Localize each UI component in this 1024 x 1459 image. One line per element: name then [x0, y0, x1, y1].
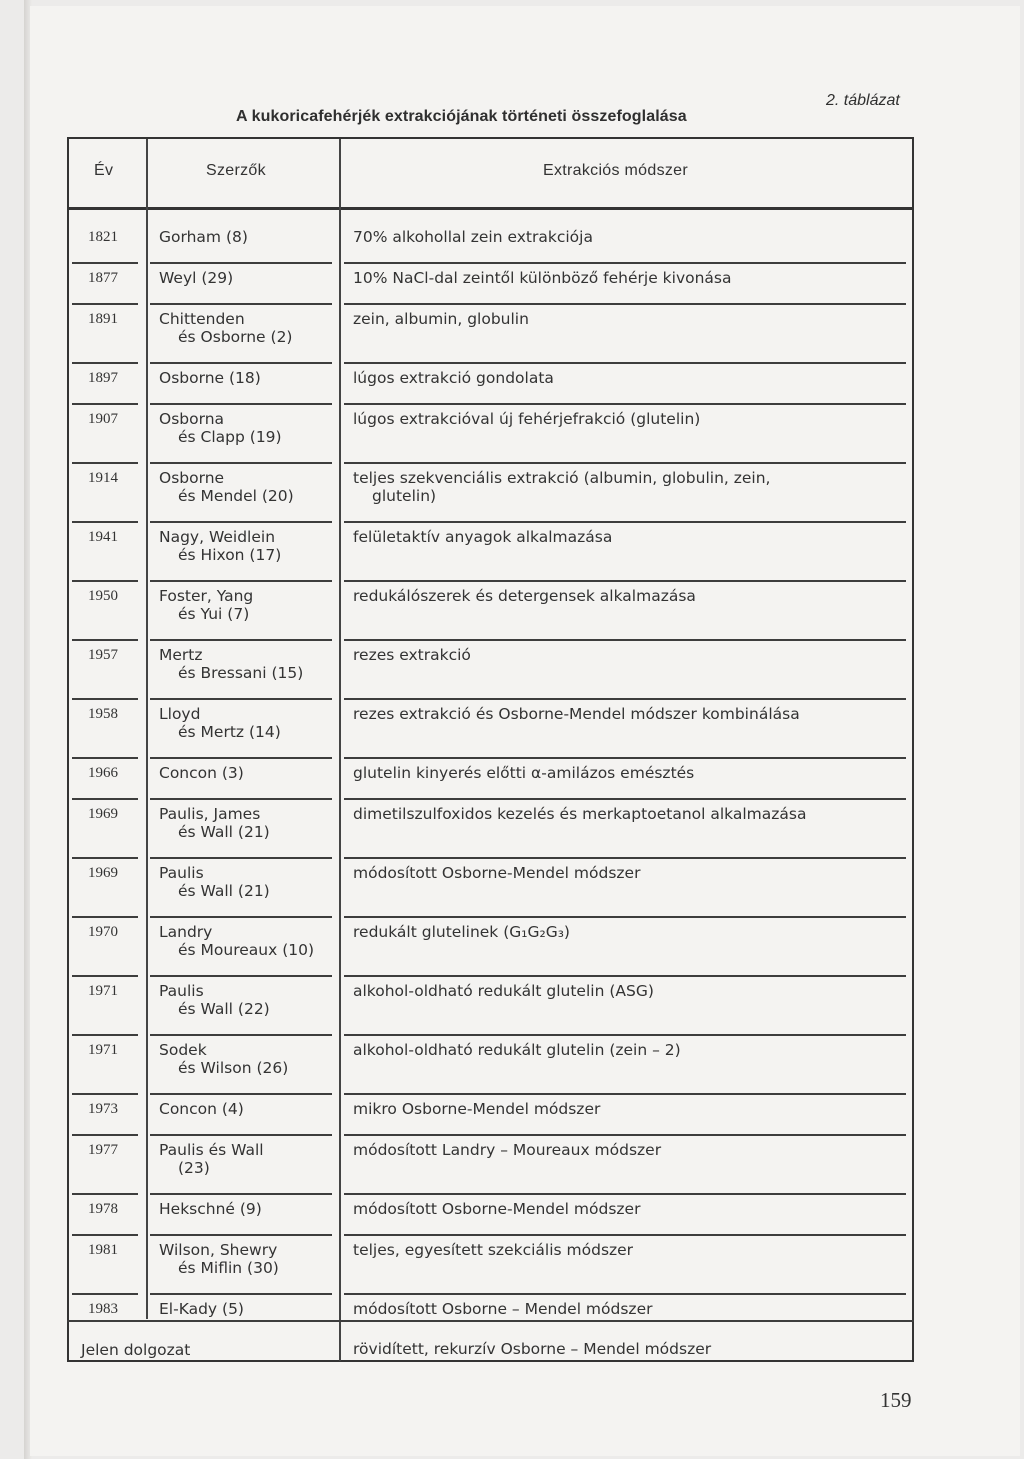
row-divider-method	[344, 757, 906, 759]
method-line: teljes, egyesített szekciális módszer	[353, 1241, 634, 1259]
row-divider-year	[72, 521, 138, 523]
method-line: alkohol-oldható redukált glutelin (ASG)	[353, 982, 654, 1000]
row-divider-method	[344, 1134, 906, 1136]
author-line: Osborne	[159, 469, 225, 487]
row-authors	[159, 1142, 264, 1177]
author-line: Weyl (29)	[159, 269, 234, 287]
author-line: (23)	[178, 1158, 210, 1177]
row-method	[353, 765, 873, 783]
author-line: és Wall (21)	[178, 881, 270, 900]
author-line: Chittenden	[159, 310, 245, 328]
row-authors	[159, 983, 270, 1018]
row-divider-method	[344, 1234, 906, 1236]
author-line: Paulis, James	[159, 805, 261, 823]
row-divider-year	[72, 303, 138, 305]
row-divider-year	[72, 698, 138, 700]
row-divider-authors	[150, 462, 332, 464]
row-method	[353, 411, 873, 429]
author-line: Osborna	[159, 410, 225, 428]
author-line: Wilson, Shewry	[159, 1241, 278, 1259]
method-line: zein, albumin, globulin	[353, 310, 529, 328]
method-line: módosított Osborne-Mendel módszer	[353, 1200, 641, 1218]
row-divider-authors	[150, 303, 332, 305]
row-divider-year	[72, 580, 138, 582]
author-line: Concon (4)	[159, 1100, 244, 1118]
row-divider-authors	[150, 798, 332, 800]
row-divider-method	[344, 1093, 906, 1095]
author-line: Paulis	[159, 864, 204, 882]
method-line: alkohol-oldható redukált glutelin (zein – 2)	[353, 1041, 681, 1059]
row-divider-year	[72, 1234, 138, 1236]
author-line: és Osborne (2)	[178, 327, 293, 346]
row-divider-method	[344, 362, 906, 364]
row-year: 1970	[88, 924, 118, 940]
author-line: Mertz	[159, 646, 203, 664]
row-method	[353, 370, 873, 388]
row-divider-method	[344, 1193, 906, 1195]
row-method	[353, 1042, 873, 1060]
row-divider-method	[344, 262, 906, 264]
method-line: redukált glutelinek (G₁G₂G₃)	[353, 923, 570, 941]
author-line: és Hixon (17)	[178, 545, 282, 564]
row-method	[353, 1301, 873, 1319]
row-authors	[159, 1242, 279, 1277]
row-authors	[159, 647, 303, 682]
row-divider-authors	[150, 1093, 332, 1095]
author-line: Hekschné (9)	[159, 1200, 262, 1218]
author-line: El-Kady (5)	[159, 1300, 244, 1318]
row-divider-method	[344, 798, 906, 800]
row-divider-method	[344, 857, 906, 859]
method-line: 10% NaCl-dal zeintől különböző fehérje kivonása	[353, 269, 732, 287]
row-method	[353, 588, 873, 606]
author-line: és Yui (7)	[178, 604, 250, 623]
method-line: glutelin kinyerés előtti α-amilázos emésztés	[353, 764, 695, 782]
row-method	[353, 983, 873, 1001]
row-divider-method	[344, 1034, 906, 1036]
last-row-method: rövidített, rekurzív Osborne – Mendel módszer	[353, 1340, 712, 1358]
method-line: módosított Landry – Moureaux módszer	[353, 1141, 662, 1159]
row-divider-method	[344, 975, 906, 977]
row-authors	[159, 806, 270, 841]
row-method	[353, 1242, 873, 1260]
author-line: Nagy, Weidlein	[159, 528, 276, 546]
author-line: és Miflin (30)	[178, 1258, 279, 1277]
row-divider-year	[72, 798, 138, 800]
row-year: 1966	[88, 765, 118, 781]
row-divider-method	[344, 403, 906, 405]
row-year: 1891	[88, 311, 118, 327]
row-method	[353, 1142, 873, 1160]
row-divider-year	[72, 916, 138, 918]
author-line: Landry	[159, 923, 213, 941]
last-row-divider	[67, 1320, 914, 1322]
method-line: dimetilszulfoxidos kezelés és merkaptoetanol alkalmazása	[353, 805, 807, 823]
row-year: 1957	[88, 647, 118, 663]
author-line: és Wall (21)	[178, 822, 270, 841]
row-year: 1941	[88, 529, 118, 545]
row-divider-method	[344, 462, 906, 464]
row-divider-authors	[150, 362, 332, 364]
row-method	[353, 924, 873, 942]
row-year: 1897	[88, 370, 118, 386]
row-authors	[159, 1101, 244, 1119]
table-label: 2. táblázat	[826, 92, 900, 109]
page-number: 159	[880, 1388, 912, 1412]
row-authors	[159, 529, 281, 564]
column-divider-year	[146, 139, 148, 1319]
row-divider-authors	[150, 1293, 332, 1295]
author-line: Lloyd	[159, 705, 201, 723]
row-divider-method	[344, 580, 906, 582]
row-authors	[159, 765, 244, 783]
row-divider-authors	[150, 757, 332, 759]
row-divider-method	[344, 698, 906, 700]
row-divider-year	[72, 462, 138, 464]
method-line: felületaktív anyagok alkalmazása	[353, 528, 613, 546]
author-line: Paulis és Wall	[159, 1141, 264, 1159]
row-method	[353, 470, 873, 505]
row-divider-year	[72, 362, 138, 364]
column-header-year: Év	[94, 162, 114, 179]
row-divider-year	[72, 757, 138, 759]
row-authors	[159, 1301, 244, 1319]
column-header-method: Extrakciós módszer	[543, 162, 688, 179]
row-divider-method	[344, 303, 906, 305]
row-year: 1983	[88, 1301, 118, 1317]
author-line: Concon (3)	[159, 764, 244, 782]
row-authors	[159, 588, 253, 623]
row-authors	[159, 1042, 288, 1077]
row-divider-authors	[150, 521, 332, 523]
method-line: redukálószerek és detergensek alkalmazása	[353, 587, 696, 605]
row-method	[353, 1201, 873, 1219]
row-divider-year	[72, 1293, 138, 1295]
author-line: és Mertz (14)	[178, 722, 281, 741]
row-divider-authors	[150, 916, 332, 918]
row-year: 1977	[88, 1142, 118, 1158]
column-divider-authors	[339, 139, 341, 1361]
row-divider-year	[72, 403, 138, 405]
author-line: és Wilson (26)	[178, 1058, 289, 1077]
row-divider-authors	[150, 639, 332, 641]
row-divider-authors	[150, 262, 332, 264]
row-method	[353, 647, 873, 665]
method-line: rezes extrakció	[353, 646, 471, 664]
row-authors	[159, 706, 281, 741]
row-divider-year	[72, 639, 138, 641]
row-divider-authors	[150, 1234, 332, 1236]
row-authors	[159, 270, 233, 288]
row-divider-authors	[150, 857, 332, 859]
row-year: 1981	[88, 1242, 118, 1258]
row-method	[353, 270, 873, 288]
row-year: 1971	[88, 1042, 118, 1058]
row-authors	[159, 865, 270, 900]
row-divider-method	[344, 1293, 906, 1295]
header-divider	[67, 207, 914, 210]
row-divider-method	[344, 916, 906, 918]
row-authors	[159, 470, 294, 505]
row-year: 1969	[88, 806, 118, 822]
author-line: Foster, Yang	[159, 587, 254, 605]
row-year: 1821	[88, 229, 118, 245]
row-divider-authors	[150, 580, 332, 582]
column-header-authors: Szerzők	[206, 162, 266, 179]
method-line: 70% alkohollal zein extrakciója	[353, 228, 593, 246]
row-method	[353, 865, 873, 883]
row-divider-year	[72, 1093, 138, 1095]
row-divider-authors	[150, 403, 332, 405]
method-line: lúgos extrakcióval új fehérjefrakció (glutelin)	[353, 410, 701, 428]
row-divider-year	[72, 1193, 138, 1195]
table-title: A kukoricafehérjék extrakciójának történeti összefoglalása	[236, 108, 687, 125]
row-divider-authors	[150, 975, 332, 977]
author-line: és Moureaux (10)	[178, 940, 315, 959]
method-line: mikro Osborne-Mendel módszer	[353, 1100, 601, 1118]
row-authors	[159, 1201, 262, 1219]
method-line: glutelin)	[372, 486, 437, 505]
row-method	[353, 529, 873, 547]
author-line: Paulis	[159, 982, 204, 1000]
row-authors	[159, 924, 314, 959]
row-authors	[159, 370, 261, 388]
row-divider-authors	[150, 1134, 332, 1136]
author-line: Sodek	[159, 1041, 207, 1059]
row-method	[353, 229, 873, 247]
row-authors	[159, 311, 292, 346]
row-method	[353, 311, 873, 329]
row-method	[353, 1101, 873, 1119]
row-year: 1907	[88, 411, 118, 427]
author-line: és Mendel (20)	[178, 486, 294, 505]
row-year: 1877	[88, 270, 118, 286]
last-row-label: Jelen dolgozat	[81, 1341, 191, 1359]
row-year: 1969	[88, 865, 118, 881]
method-line: módosított Osborne – Mendel módszer	[353, 1300, 653, 1318]
author-line: és Bressani (15)	[178, 663, 304, 682]
row-year: 1958	[88, 706, 118, 722]
row-divider-method	[344, 639, 906, 641]
row-year: 1971	[88, 983, 118, 999]
row-year: 1973	[88, 1101, 118, 1117]
author-line: Osborne (18)	[159, 369, 261, 387]
author-line: és Clapp (19)	[178, 427, 282, 446]
row-year: 1950	[88, 588, 118, 604]
row-year: 1978	[88, 1201, 118, 1217]
author-line: Gorham (8)	[159, 228, 248, 246]
row-divider-authors	[150, 698, 332, 700]
row-authors	[159, 411, 282, 446]
method-line: rezes extrakció és Osborne-Mendel módszer kombinálása	[353, 705, 800, 723]
row-divider-year	[72, 1034, 138, 1036]
author-line: és Wall (22)	[178, 999, 270, 1018]
row-divider-year	[72, 975, 138, 977]
row-divider-method	[344, 521, 906, 523]
method-line: lúgos extrakció gondolata	[353, 369, 554, 387]
row-divider-authors	[150, 1193, 332, 1195]
row-method	[353, 806, 873, 824]
method-line: teljes szekvenciális extrakció (albumin, globulin, zein,	[353, 469, 771, 487]
method-line: módosított Osborne-Mendel módszer	[353, 864, 641, 882]
row-divider-year	[72, 857, 138, 859]
row-divider-year	[72, 1134, 138, 1136]
row-divider-authors	[150, 1034, 332, 1036]
row-method	[353, 706, 873, 724]
row-year: 1914	[88, 470, 118, 486]
row-divider-year	[72, 262, 138, 264]
row-authors	[159, 229, 248, 247]
